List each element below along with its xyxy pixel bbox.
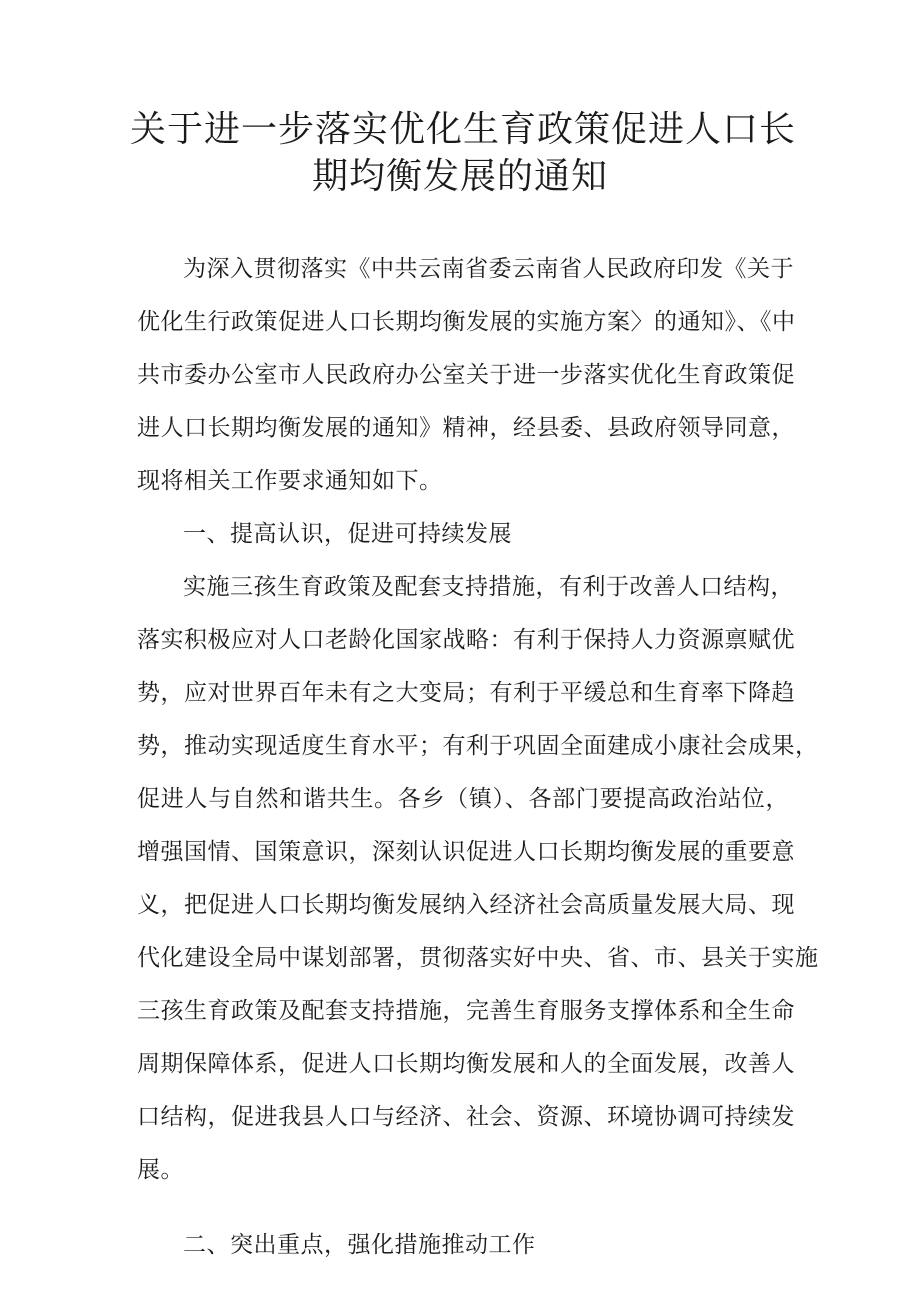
section-1-line-10: 周期保障体系，促进人口长期均衡发展和人的全面发展，改善人 xyxy=(137,1051,795,1077)
section-1-line-2: 落实积极应对人口老龄化国家战略：有利于保持人力资源禀赋优 xyxy=(137,627,795,653)
intro-line-4: 进人口长期均衡发展的通知》精神，经县委、县政府领导同意， xyxy=(137,415,795,441)
section-2-heading: 二、突出重点，强化措施推动工作 xyxy=(183,1232,536,1258)
section-1-line-12: 展。 xyxy=(137,1157,184,1183)
document-title-line-2: 期均衡发展的通知 xyxy=(311,156,608,197)
section-1-line-4: 势，推动实现适度生育水平；有利于巩固全面建成小康社会成果， xyxy=(137,733,819,759)
intro-line-5: 现将相关工作要求通知如下。 xyxy=(137,468,443,494)
section-1-line-9: 三孩生育政策及配套支持措施，完善生育服务支撑体系和全生命 xyxy=(137,998,795,1024)
document-title-line-1: 关于进一步落实优化生育政策促进人口长 xyxy=(130,109,797,150)
intro-line-1: 为深入贯彻落实《中共云南省委云南省人民政府印发《关于 xyxy=(183,256,794,282)
section-1-line-5: 促进人与自然和谐共生。各乡（镇）、各部门要提高政治站位， xyxy=(137,786,789,812)
section-1-line-11: 口结构，促进我县人口与经济、社会、资源、环境协调可持续发 xyxy=(137,1104,795,1130)
section-1-line-6: 增强国情、国策意识，深刻认识促进人口长期均衡发展的重要意 xyxy=(137,839,795,865)
intro-line-3: 共市委办公室市人民政府办公室关于进一步落实优化生育政策促 xyxy=(137,362,795,388)
section-1-heading: 一、提高认识，促进可持续发展 xyxy=(183,521,512,547)
section-1-line-1: 实施三孩生育政策及配套支持措施，有利于改善人口结构， xyxy=(183,574,794,600)
section-1-line-7: 义，把促进人口长期均衡发展纳入经济社会高质量发展大局、现 xyxy=(137,892,795,918)
section-1-line-8: 代化建设全局中谋划部署，贯彻落实好中央、省、市、县关于实施 xyxy=(137,945,819,971)
section-1-line-3: 势，应对世界百年未有之大变局；有利于平缓总和生育率下降趋 xyxy=(137,680,795,706)
intro-line-2: 优化生行政策促进人口长期均衡发展的实施方案〉的通知》、《中 xyxy=(137,309,796,335)
